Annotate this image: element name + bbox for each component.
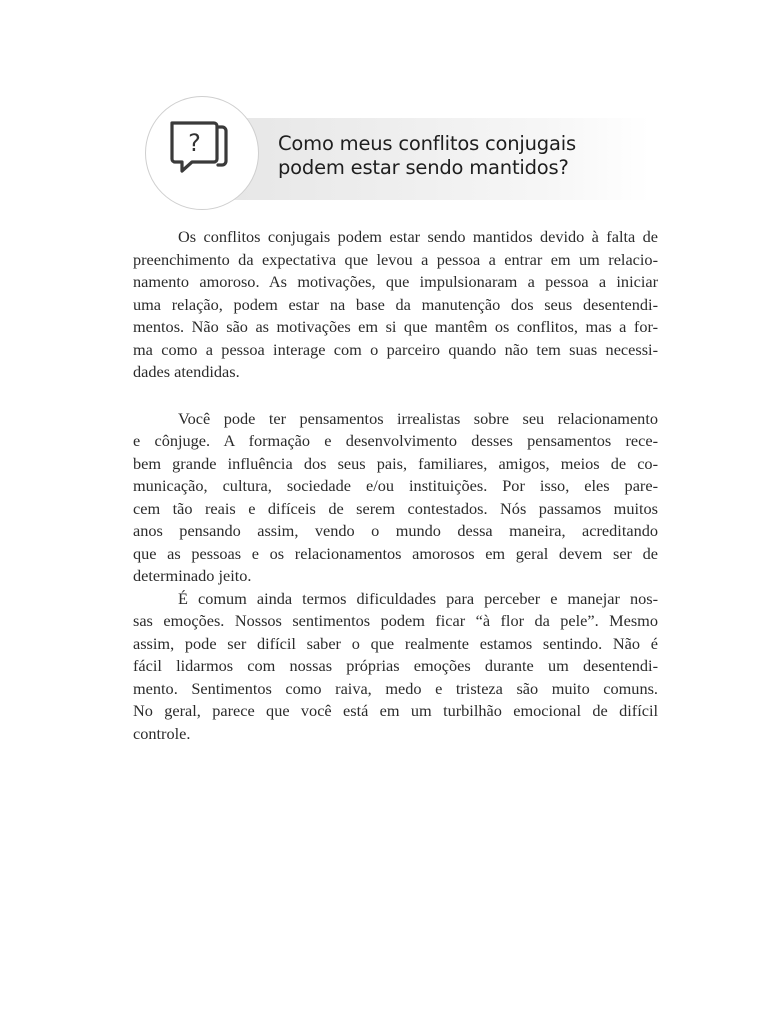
text-line: que as pessoas e os relacionamentos amorosos em geral devem ser de [133, 543, 658, 563]
text-line: e cônjuge. A formação e desenvolvimento desses pensamentos rece- [133, 431, 658, 450]
body-text [133, 226, 658, 745]
text-line: preenchimento da expectativa que levou a pessoa a entrar em um relacio- [133, 249, 658, 269]
text-line: dades atendidas. [133, 362, 240, 381]
text-line: Os conflitos conjugais podem estar sendo mantidos devido à falta de [178, 227, 658, 246]
text-line: assim, pode ser difícil saber o que realmente estamos sentindo. Não é [133, 633, 658, 653]
text-line: Você pode ter pensamentos irrealistas sobre seu relacionamento [178, 408, 658, 428]
text-line: cem tão reais e difíceis de serem contestados. Nós passamos muitos [133, 498, 658, 518]
text-line: sas emoções. Nossos sentimentos podem ficar “à flor da pele”. Mesmo [133, 611, 658, 630]
title-line: podem estar sendo mantidos? [278, 156, 569, 179]
question-speech-bubbles-icon [164, 115, 242, 193]
text-line: mentos. Não são as motivações em si que mantêm os conflitos, mas a for- [133, 317, 658, 336]
text-line: bem grande influência dos seus pais, familiares, amigos, meios de co- [133, 453, 658, 473]
text-line: namento amoroso. As motivações, que impulsionaram a pessoa a iniciar [133, 272, 658, 291]
text-line: anos pensando assim, vendo o mundo dessa maneira, acreditando [133, 521, 658, 540]
text-line: É comum ainda termos dificuldades para perceber e manejar nos- [178, 588, 658, 608]
icon-badge [145, 96, 259, 210]
section-title [278, 132, 576, 180]
title-line: Como meus conflitos conjugais [278, 132, 576, 155]
paragraph [133, 226, 658, 384]
text-line: controle. [133, 723, 191, 743]
text-line: municação, cultura, sociedade e/ou instituições. Por isso, eles pare- [133, 476, 658, 495]
text-line: ma como a pessoa interage com o parceiro quando não tem suas necessi- [133, 339, 658, 359]
text-line: mento. Sentimentos como raiva, medo e tristeza são muito comuns. [133, 678, 658, 698]
text-line: determinado jeito. [133, 566, 252, 585]
question-mark-glyph: ? [188, 129, 201, 157]
paragraph-gap [133, 384, 658, 408]
text-line: fácil lidarmos com nossas próprias emoções durante um desentendi- [133, 656, 658, 675]
text-line: No geral, parece que você está em um turbilhão emocional de difícil [133, 701, 658, 720]
text-line: uma relação, podem estar na base da manutenção dos seus desentendi- [133, 294, 658, 314]
paragraph [133, 588, 658, 746]
paragraph [133, 408, 658, 588]
